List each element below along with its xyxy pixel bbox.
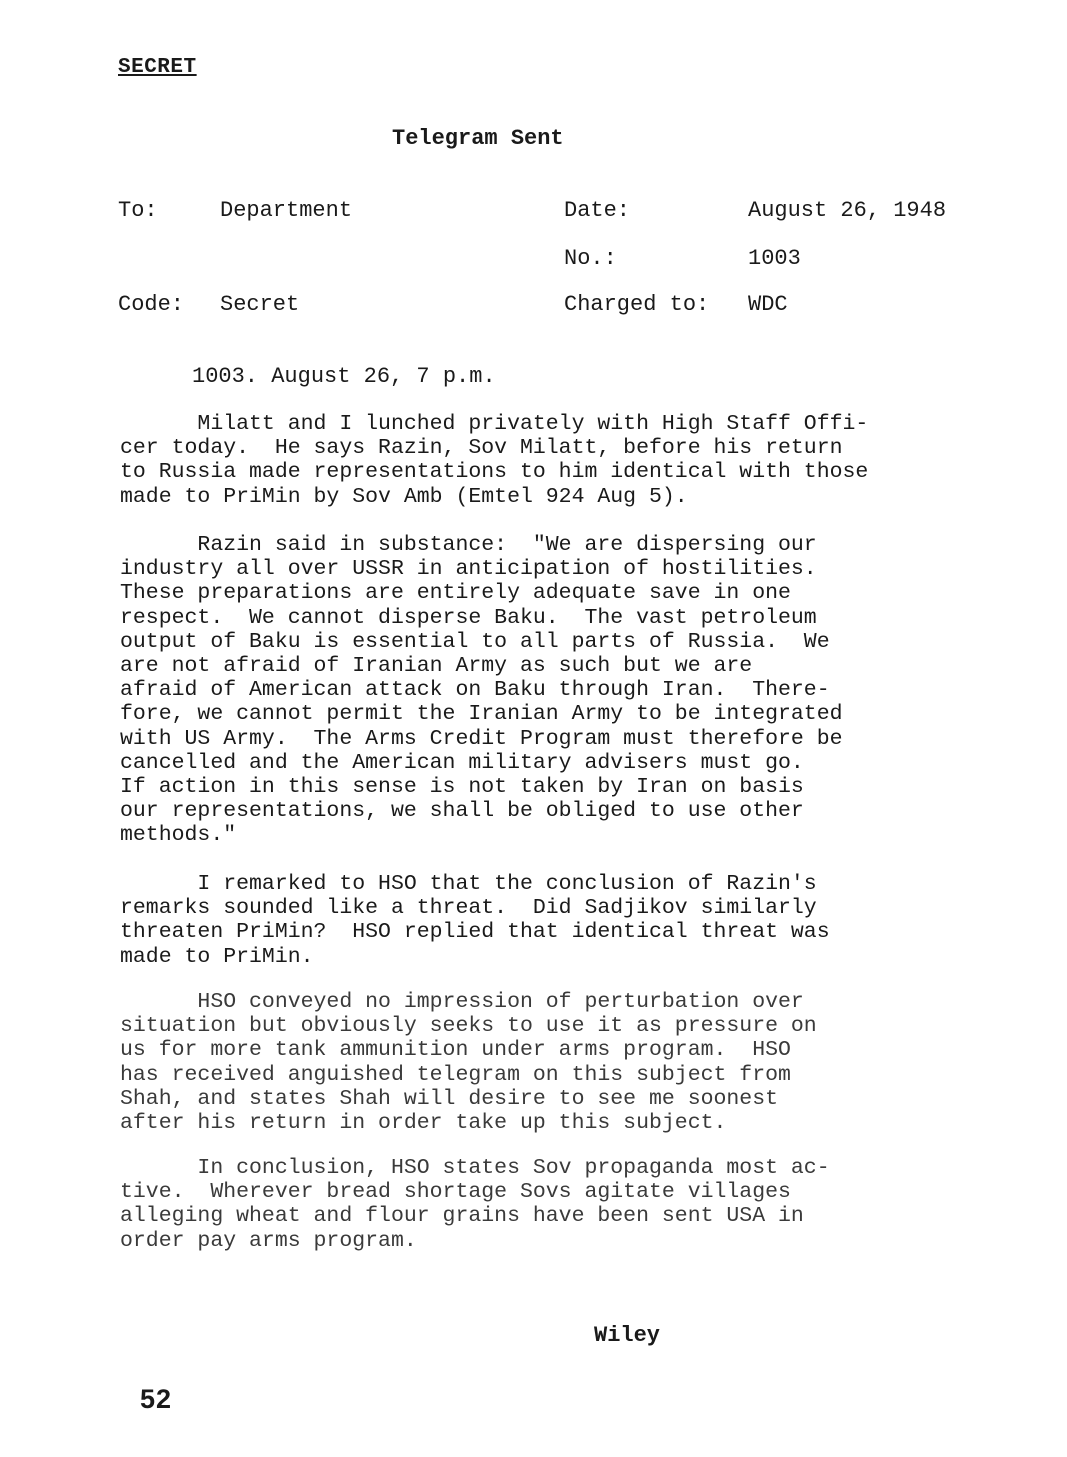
code-value: Secret [220,292,300,317]
charged-label: Charged to: [564,292,710,317]
paragraph-5: In conclusion, HSO states Sov propaganda most ac- tive. Wherever bread shortage Sovs agitate villages alleging wheat and flour grains have been sent USA in order pay arms program. [120,1156,830,1253]
date-label: Date: [564,198,631,223]
number-value: 1003 [748,246,801,271]
message-reference-line: 1003. August 26, 7 p.m. [192,364,496,389]
paragraph-3: I remarked to HSO that the conclusion of Razin's remarks sounded like a threat. Did Sadjikov similarly threaten PriMin? HSO replied that identical threat was made to PriMin. [120,872,830,969]
to-label: To: [118,198,158,223]
paragraph-4: HSO conveyed no impression of perturbation over situation but obviously seeks to use it as pressure on us for more tank ammunition under arms program. HSO has received anguished telegram on this subject from Shah, and states Shah will desire to see me soonest after his return in order take up this subject. [120,990,817,1136]
number-label: No.: [564,246,617,271]
signature: Wiley [594,1323,661,1348]
document-title: Telegram Sent [392,126,564,151]
paragraph-2: Razin said in substance: "We are dispersing our industry all over USSR in anticipation of hostilities. These preparations are entirely adequate save in one respect. We cannot disperse Baku. The vast petroleum output of Baku is essential to all parts of Russia. We are not afraid of Iranian Army as such but we are afraid of American attack on Baku through Iran. There- fore, we cannot permit the Iranian Army to be integrated with US Army. The Arms Credit Program must therefore be cancelled and the American military advisers must go. If action in this sense is not taken by Iran on basis our representations, we shall be obliged to use other methods." [120,533,843,848]
code-label: Code: [118,292,185,317]
to-value: Department [220,198,353,223]
classification-marking: SECRET [118,56,197,79]
date-value: August 26, 1948 [748,198,947,223]
paragraph-1: Milatt and I lunched privately with High Staff Offi- cer today. He says Razin, Sov Milatt, before his return to Russia made representations to him identical with those made to PriMin by Sov Amb (Emtel 924 Aug 5). [120,412,869,509]
charged-value: WDC [748,292,788,317]
page-number: 52 [140,1384,173,1414]
